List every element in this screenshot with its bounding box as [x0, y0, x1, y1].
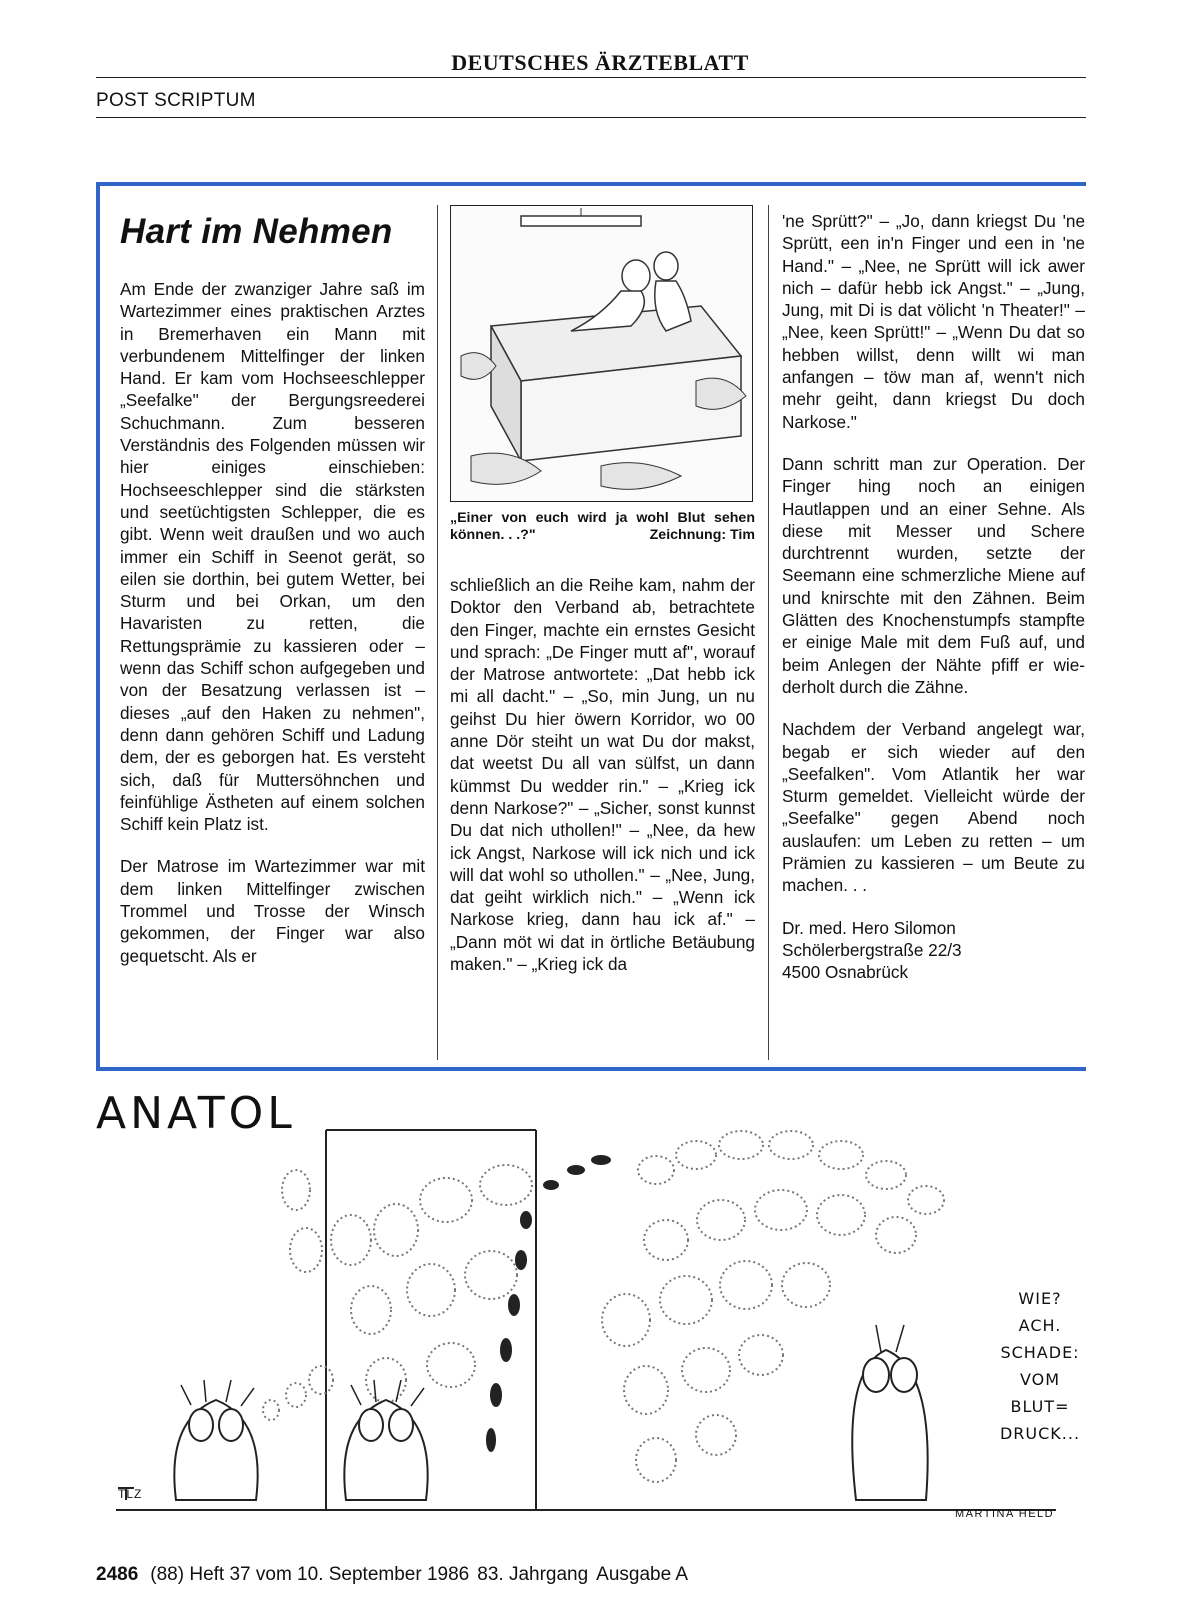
article-column-1: [120, 278, 425, 967]
volume-info: 83. Jahrgang: [477, 1564, 589, 1585]
column-divider: [437, 205, 438, 1060]
page-footer: [96, 1564, 696, 1586]
section-label: POST SCRIPTUM: [96, 90, 256, 111]
author-street: Schölerbergstraße 22/3: [782, 939, 962, 960]
paragraph: schließlich an die Reihe kam, nahm der Doktor den Verband ab, betrachtete den Finger, machte ein ernstes Gesicht und sprach: „De Finger mutt af", worauf der Matrose antwortete: „Dat hebb ick mi all dacht." – „So, min Jung, un nu geihst Du hier öwern Korridor, wo 00 anne Dör steiht un wat Du dor makst, dat weetst Du all van sülfst, un dann kümmst Du wedder rin." – „Krieg ick denn Narkose?" – „Sicher, sonst kunnst Du dat nich uthollen!" – „Nee, da hew ick Angst, Narkose will ick nich und ick will dat wohl so uthollen." – „Nee, Jung, dat geiht wirklich nich." – „Wenn ick Narkose krieg, dann hau ick af." – „Dann möt wi dat in örtliche Betäubung maken." – „Krieg ick da: [450, 575, 755, 975]
speech-line: SCHADE:: [1000, 1343, 1080, 1362]
speech-line: ACH.: [1018, 1316, 1062, 1335]
author-city: 4500 Osnabrück: [782, 962, 909, 983]
section-rule: [96, 117, 1086, 118]
issue-info: (88) Heft 37 vom 10. September 1986: [150, 1564, 470, 1585]
masthead-rule: [96, 77, 1086, 78]
operating-room-drawing: [451, 206, 751, 500]
paragraph: Der Matrose im Wartezimmer war mit dem linken Mittelfinger zwischen Trommel und Trosse der Winsch gekommen, der Finger war also gequetscht. Als er: [120, 856, 425, 966]
paragraph: Dann schritt man zur Operation. Der Finger hing noch an einigen Hautlappen und an einer Sehne. Als diese mit Messer und Schere durchtrennt wurden, setzte der Seemann eine schmerzliche Miene auf und knirschte mit den Zähnen. Beim Glätten des Knochenstumpfs stampfte er einige Male mit dem Fuß auf, und beim Anlegen der Nähte pfiff er wiederholt durch die Zähne.: [782, 453, 1085, 697]
caption-credit: Zeichnung: Tim: [649, 527, 755, 543]
article-column-2: [450, 574, 755, 975]
paragraph: 'ne Sprütt?" – „Jo, dann kriegst Du 'ne Sprütt, een in'n Finger und een in 'ne Hand." – „Nee, ne Sprütt will ick awer nich – dafür hebb ick Angst." – „Jung, Jung, mit Di is dat völicht 'n Theater!" – „Nee, keen Sprütt!" – „Wenn Du dat so hebben willst, denn willt wi man anfangen – töw man af, wenn't nich mehr geiht, dann kriegst Du doch Narkose.": [782, 211, 1085, 432]
speech-bubble: [985, 1285, 1095, 1447]
author-name: Dr. med. Hero Silomon: [782, 917, 956, 938]
cartoon-artist: MARTINA HELD: [955, 1508, 1055, 1520]
cartoon-title: ANATOL: [96, 1088, 296, 1139]
anatol-cartoon: [96, 1090, 1086, 1530]
edition-info: Ausgabe A: [596, 1564, 689, 1585]
speech-line: BLUT=: [1010, 1397, 1070, 1416]
author-signature: [782, 917, 1085, 984]
speech-line: WIE?: [1018, 1289, 1062, 1308]
page-number: 2486: [96, 1564, 139, 1585]
column-divider: [768, 205, 769, 1060]
article-illustration: [450, 205, 753, 502]
article-title: Hart im Nehmen: [120, 212, 393, 251]
masthead: DEUTSCHES ÄRZTEBLATT: [451, 50, 749, 75]
caption-text: „Einer von euch wird ja wohl Blut sehen können. . .?": [450, 510, 755, 543]
cartoon-initials: TLZ: [118, 1487, 143, 1501]
paragraph: Nachdem der Verband angelegt war, begab er sich wieder auf den „Seefalken". Vom Atlantik her war Sturm gemeldet. Vielleicht würde der „Seefalke" gegen Abend noch auslaufen: um Leben zu retten – um Prämien zu kassieren – um Beute zu machen. . .: [782, 719, 1085, 896]
speech-line: VOM: [1019, 1370, 1061, 1389]
article-column-3: [782, 210, 1085, 984]
speech-line: DRUCK...: [999, 1424, 1081, 1443]
illustration-caption: [450, 510, 755, 544]
paragraph: Am Ende der zwanziger Jahre saß im Wartezimmer eines praktischen Arztes in Bremerhaven ein Mann mit verbundenem Mittelfinger der linken Hand. Er kam vom Hochseeschlepper „Seefalke" der Bergungsreederei Schuchmann. Zum besseren Verständnis des Folgenden müssen wir hier einiges einschieben: Hochseeschlepper sind die stärksten und seetüchtigsten Schlepper, die es gibt. Wenn weit draußen und wo auch immer ein Schiff in Seenot gerät, so eilen sie dorthin, bei gutem Wetter, bei Sturm und bei Orkan, um den Havaristen zu retten, die Rettungsprämie zu kassieren oder – wenn das Schiff schon aufgegeben und von der Besatzung verlassen ist – dieses „auf den Haken zu nehmen", denn dann gehören Schiff und Ladung dem, der es geborgen hat. Es versteht sich, daß für Muttersöhnchen und feinfühlige Ästheten auf einem solchen Schiff kein Platz ist.: [120, 279, 425, 835]
